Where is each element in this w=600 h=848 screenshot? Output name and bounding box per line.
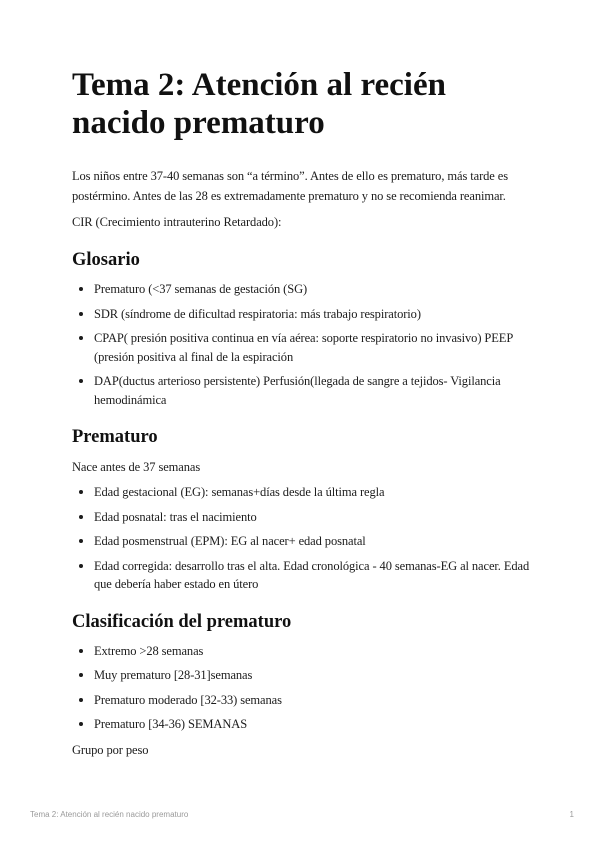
- list-item: SDR (síndrome de dificultad respiratoria: más trabajo respiratorio): [72, 305, 542, 324]
- bullet-icon: [79, 490, 83, 494]
- list-item: Prematuro moderado [32-33) semanas: [72, 691, 542, 710]
- prematuro-list: [72, 483, 542, 594]
- list-item: Extremo >28 semanas: [72, 642, 542, 661]
- list-item: Edad corregida: desarrollo tras el alta. Edad cronológica - 40 semanas-EG al nacer. Edad que debería haber estado en útero: [72, 557, 542, 594]
- list-item: CPAP( presión positiva continua en vía aérea: soporte respiratorio no invasivo) PEEP (presión positiva al final de la espiración: [72, 329, 542, 366]
- page-number: 1: [569, 810, 574, 819]
- bullet-icon: [79, 336, 83, 340]
- list-item: Prematuro (<37 semanas de gestación (SG): [72, 280, 542, 299]
- cir-paragraph: CIR (Crecimiento intrauterino Retardado):: [72, 215, 282, 229]
- page-footer: [30, 810, 574, 819]
- clasificacion-list: [72, 642, 542, 734]
- list-item: Muy prematuro [28-31]semanas: [72, 666, 542, 685]
- section-heading-prematuro: Prematuro: [72, 427, 158, 447]
- bullet-icon: [79, 722, 83, 726]
- footer-title: Tema 2: Atención al recién nacido prematuro: [30, 810, 189, 819]
- bullet-icon: [79, 379, 83, 383]
- list-item: Edad posmenstrual (EPM): EG al nacer+ edad posnatal: [72, 532, 542, 551]
- document-page: [72, 66, 542, 766]
- bullet-icon: [79, 698, 83, 702]
- bullet-icon: [79, 673, 83, 677]
- bullet-icon: [79, 312, 83, 316]
- list-item: Edad gestacional (EG): semanas+días desde la última regla: [72, 483, 542, 502]
- list-item: Prematuro [34-36) SEMANAS: [72, 715, 542, 734]
- bullet-icon: [79, 515, 83, 519]
- list-item: DAP(ductus arterioso persistente) Perfusión(llegada de sangre a tejidos- Vigilancia hemodinámica: [72, 372, 542, 409]
- list-item: Edad posnatal: tras el nacimiento: [72, 508, 542, 527]
- intro-paragraph: Los niños entre 37-40 semanas son “a término”. Antes de ello es prematuro, más tarde es postérmino. Antes de las 28 es extremadamente prematuro y no se recomienda reanimar.: [72, 169, 508, 203]
- bullet-icon: [79, 539, 83, 543]
- glosario-list: [72, 280, 542, 409]
- bullet-icon: [79, 287, 83, 291]
- section-heading-glosario: Glosario: [72, 250, 140, 270]
- bullet-icon: [79, 649, 83, 653]
- bullet-icon: [79, 564, 83, 568]
- section-heading-clasificacion: Clasificación del prematuro: [72, 611, 292, 632]
- page-title: Tema 2: Atención al recién nacido prematuro: [72, 67, 446, 141]
- prematuro-intro: Nace antes de 37 semanas: [72, 460, 201, 474]
- grupo-peso-paragraph: Grupo por peso: [72, 742, 149, 757]
